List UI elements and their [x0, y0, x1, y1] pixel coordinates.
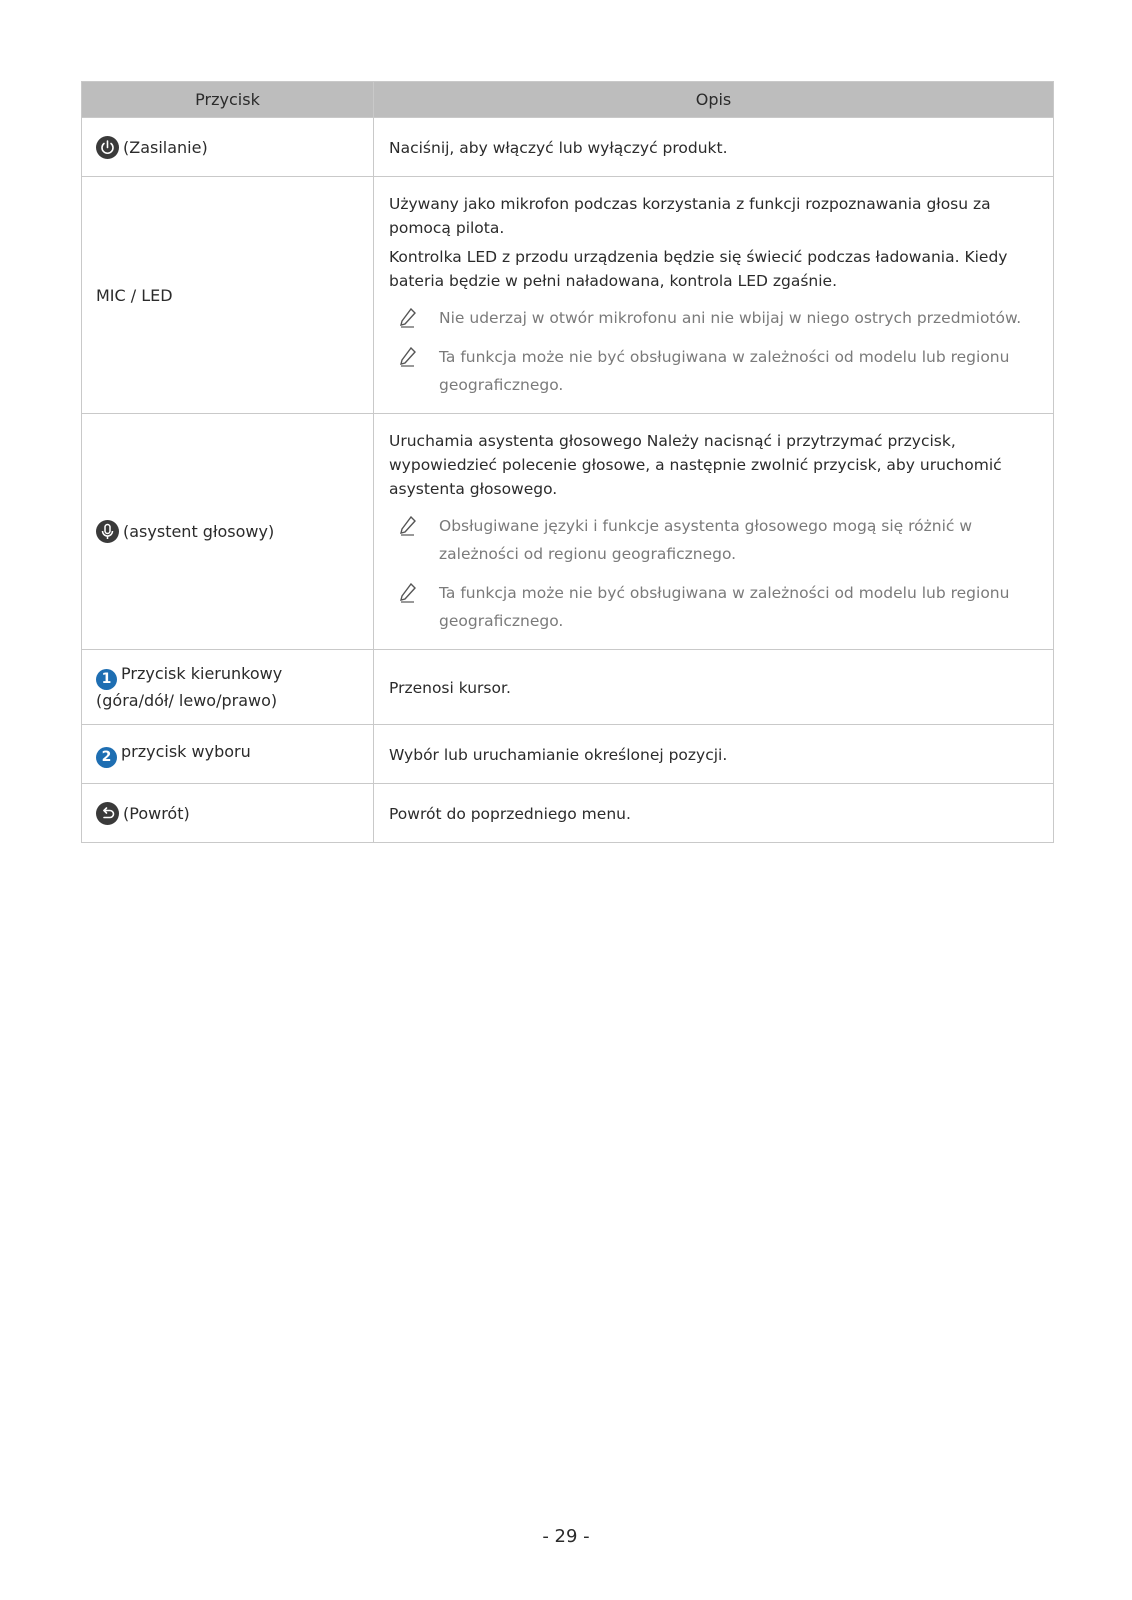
power-icon — [96, 136, 119, 159]
description-text: Uruchamia asystenta głosowego Należy nacisnąć i przytrzymać przycisk, wypowiedzieć polecenie głosowe, a następnie zwolnić przycisk, aby uruchomić asystenta głosowego. — [389, 432, 1002, 498]
note — [389, 514, 1039, 568]
description-text: Kontrolka LED z przodu urządzenia będzie się świecić podczas ładowania. Kiedy bateria będzie w pełni naładowana, kontrola LED zgaśnie. — [389, 248, 1008, 290]
button-cell — [82, 118, 374, 177]
pencil-note-icon — [389, 581, 439, 605]
description-text: Wybór lub uruchamianie określonej pozycji. — [389, 745, 728, 764]
note-text: Ta funkcja może nie być obsługiwana w zależności od modelu lub regionu geograficznego. — [439, 584, 1010, 630]
table-row — [82, 725, 1054, 784]
button-cell — [82, 177, 374, 414]
button-label: MIC / LED — [96, 285, 173, 305]
note-text: Obsługiwane języki i funkcje asystenta głosowego mogą się różnić w zależności od regionu geograficznego. — [439, 517, 973, 563]
button-description-table — [81, 81, 1054, 843]
description-cell — [374, 650, 1054, 725]
note — [389, 306, 1039, 332]
description-cell — [374, 177, 1054, 414]
description-text: Używany jako mikrofon podczas korzystania z funkcji rozpoznawania głosu za pomocą pilota. — [389, 195, 991, 237]
pencil-note-icon — [389, 514, 439, 538]
button-label: (Zasilanie) — [123, 137, 208, 157]
table-row — [82, 650, 1054, 725]
note-text: Nie uderzaj w otwór mikrofonu ani nie wbijaj w niego ostrych przedmiotów. — [439, 309, 1022, 327]
number-badge: 1 — [96, 669, 117, 690]
button-label: (Powrót) — [123, 803, 190, 823]
table-row — [82, 784, 1054, 843]
table-header-row — [82, 82, 1054, 118]
description-text: Przenosi kursor. — [389, 678, 511, 697]
table-row — [82, 414, 1054, 650]
number-badge: 2 — [96, 747, 117, 768]
description-text: Naciśnij, aby włączyć lub wyłączyć produkt. — [389, 138, 728, 157]
description-cell — [374, 725, 1054, 784]
button-cell — [82, 784, 374, 843]
microphone-icon — [96, 520, 119, 543]
return-icon — [96, 802, 119, 825]
table-row — [82, 177, 1054, 414]
note — [389, 581, 1039, 635]
header-button: Przycisk — [82, 82, 374, 118]
note — [389, 345, 1039, 399]
pencil-note-icon — [389, 345, 439, 369]
description-cell — [374, 414, 1054, 650]
header-description: Opis — [374, 82, 1054, 118]
button-label: Przycisk kierunkowy (góra/dół/ lewo/prawo) — [96, 664, 283, 710]
note-text: Ta funkcja może nie być obsługiwana w zależności od modelu lub regionu geograficznego. — [439, 348, 1010, 394]
button-label: (asystent głosowy) — [123, 522, 275, 541]
description-cell — [374, 784, 1054, 843]
table-row — [82, 118, 1054, 177]
button-cell — [82, 650, 374, 725]
description-text: Powrót do poprzedniego menu. — [389, 804, 631, 823]
button-label: przycisk wyboru — [121, 741, 251, 761]
page-number: - 29 - — [542, 1526, 590, 1547]
pencil-note-icon — [389, 306, 439, 330]
button-cell — [82, 414, 374, 650]
button-cell — [82, 725, 374, 784]
description-cell — [374, 118, 1054, 177]
